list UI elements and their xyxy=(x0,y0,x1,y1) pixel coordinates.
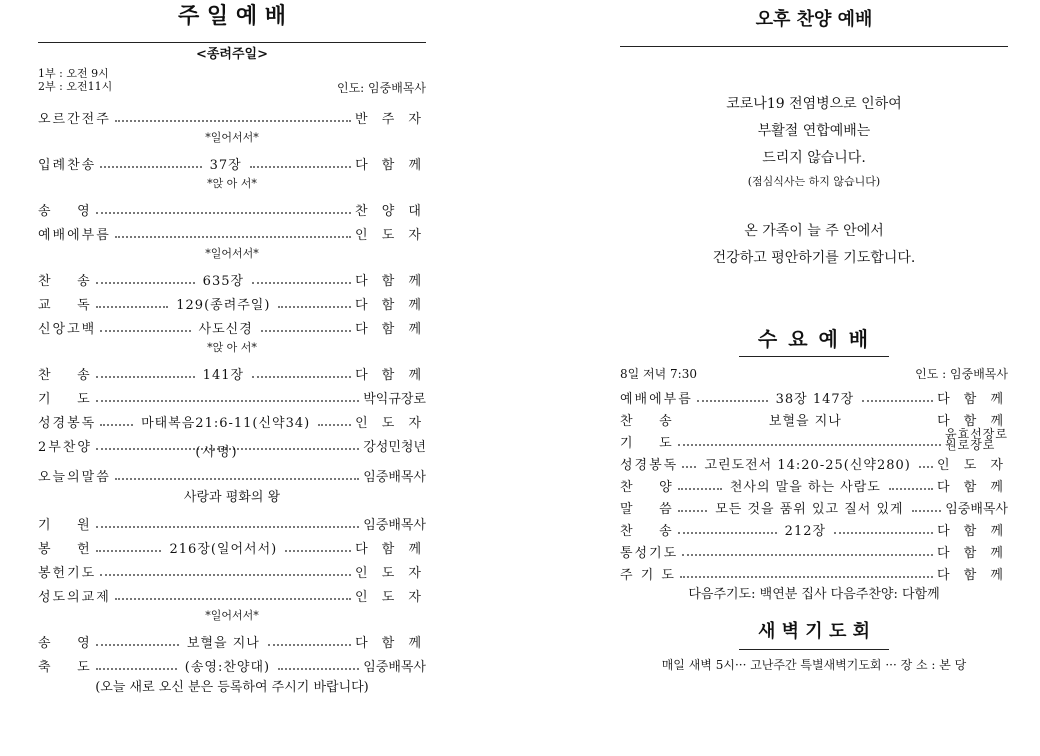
order-item-label: 찬 송 xyxy=(38,274,92,289)
announcement-line: 코로나19 전염병으로 인하여 xyxy=(726,96,902,112)
dot-leader xyxy=(318,424,351,426)
dot-leader xyxy=(96,644,179,646)
order-item-person: 임중배목사 xyxy=(945,502,1008,517)
dot-leader xyxy=(919,466,933,468)
wednesday-leader: 인도 : 임중배목사 xyxy=(915,367,1008,381)
order-item-person: 다 함 께 xyxy=(937,524,1009,539)
dot-leader xyxy=(278,668,359,670)
order-row xyxy=(38,509,426,533)
dot-leader xyxy=(96,306,169,308)
order-item-label: 예배에부름 xyxy=(620,392,693,407)
order-item-detail: 37장 xyxy=(209,158,242,173)
order-row xyxy=(620,407,1008,429)
order-row xyxy=(38,359,426,383)
dot-leader xyxy=(278,306,351,308)
order-row xyxy=(38,313,426,337)
order-item-person: 강성민청년 xyxy=(363,440,426,455)
order-item-label: 축 도 xyxy=(38,660,92,675)
dot-leader xyxy=(682,554,933,556)
order-item-detail: 보혈을 지나 xyxy=(186,636,260,651)
order-item-person: 다 함 께 xyxy=(355,636,427,651)
order-item-person: 다 함 께 xyxy=(355,298,426,313)
dot-leader xyxy=(682,466,696,468)
dot-leader xyxy=(889,488,933,490)
order-item-person-line: 원로장로 xyxy=(945,438,996,452)
dot-leader xyxy=(261,330,351,332)
order-row xyxy=(620,517,1008,539)
order-item-label: 봉헌기도 xyxy=(38,566,97,581)
order-row xyxy=(620,473,1008,495)
order-item-detail: 모든 것을 품위 있고 질서 있게 xyxy=(715,502,904,517)
sunday-service-section xyxy=(38,0,426,699)
dot-leader xyxy=(100,424,133,426)
order-row xyxy=(38,651,426,675)
order-item-label: 주 기 도 xyxy=(620,568,676,583)
order-row xyxy=(38,195,426,219)
dot-leader xyxy=(252,282,351,284)
order-item-label: 찬 송 xyxy=(620,524,674,539)
order-row xyxy=(38,149,426,173)
order-item-label: 기 원 xyxy=(38,518,92,533)
wednesday-info xyxy=(620,357,1008,385)
posture-note: *앉 아 서* xyxy=(207,177,257,190)
dot-leader xyxy=(250,166,351,168)
order-item-label: 기 도 xyxy=(620,436,674,451)
dot-leader xyxy=(100,330,190,332)
order-row xyxy=(38,407,426,431)
order-row xyxy=(38,265,426,289)
dot-leader xyxy=(100,574,351,576)
order-row xyxy=(38,627,426,651)
order-item-label: 통성기도 xyxy=(620,546,679,561)
dot-leader xyxy=(96,550,162,552)
order-item-detail: 천사의 말을 하는 사람도 xyxy=(729,480,881,495)
blessing-line: 온 가족이 늘 주 안에서 xyxy=(744,223,884,239)
order-item-label: 오르간전주 xyxy=(38,112,111,127)
dawn-prayer-title: 새 벽 기 도 회 xyxy=(739,619,889,650)
dot-leader xyxy=(115,478,359,480)
order-item-person: 인 도 자 xyxy=(937,458,1008,473)
announcement-line: 드리지 않습니다. xyxy=(762,150,866,166)
order-item-person: 다 함 께 xyxy=(937,546,1008,561)
order-row xyxy=(620,429,1008,451)
order-item-detail: 129(종려주일) xyxy=(176,298,271,313)
order-row xyxy=(38,461,426,485)
order-row xyxy=(620,451,1008,473)
order-item-person: 인 도 자 xyxy=(355,416,427,431)
sunday-leader: 인도: 임중배목사 xyxy=(336,81,426,95)
order-item-label: 찬 송 xyxy=(38,368,92,383)
order-item-person: 다 함 께 xyxy=(355,158,427,173)
posture-note: *일어서서* xyxy=(205,609,259,622)
order-item-person: 박익규장로 xyxy=(363,392,426,407)
order-item-label: 송 영 xyxy=(38,204,92,219)
order-item-person: 다 함 께 xyxy=(355,322,427,337)
order-row xyxy=(38,383,426,407)
blessing-line: 건강하고 평안하기를 기도합니다. xyxy=(712,250,916,266)
order-item-person: 다 함 께 xyxy=(355,274,427,289)
order-item-person: 다 함 께 xyxy=(355,542,427,557)
order-row xyxy=(620,561,1008,583)
dot-leader xyxy=(268,644,351,646)
order-item-detail: 마태복음21:6-11(신약34) xyxy=(141,416,311,431)
dot-leader xyxy=(96,376,195,378)
dot-leader xyxy=(96,526,360,528)
posture-note: *일어서서* xyxy=(205,247,259,260)
order-item-detail: 635장 xyxy=(202,274,245,289)
order-row xyxy=(38,581,426,605)
centered-text: 사랑과 평화의 왕 xyxy=(183,490,281,505)
order-item-person: 다 함 께 xyxy=(937,392,1009,407)
order-item-person: 다 함 께 xyxy=(937,568,1008,583)
centered-text: (오늘 새로 오신 분은 등록하여 주시기 바랍니다) xyxy=(95,680,369,695)
sunday-service-title: 주 일 예 배 xyxy=(38,0,426,43)
dot-leader xyxy=(252,376,351,378)
dawn-prayer-line: 매일 새벽 5시··· 고난주간 특별새벽기도회 ··· 장 소 : 본 당 xyxy=(661,658,967,672)
announcement-line: 부활절 연합예배는 xyxy=(757,123,871,139)
lunch-note: (점심식사는 하지 않습니다) xyxy=(747,175,881,188)
order-row xyxy=(38,557,426,581)
order-row xyxy=(620,385,1008,407)
order-item-label: 2부찬양 xyxy=(38,440,92,455)
order-item-label: 성경봉독 xyxy=(620,458,679,473)
dot-leader xyxy=(678,444,941,446)
wednesday-order xyxy=(620,385,1008,583)
order-item-label: 송 영 xyxy=(38,636,92,651)
right-column xyxy=(620,0,1008,673)
order-item-label: 성도의교제 xyxy=(38,590,111,605)
wednesday-service-title: 수 요 예 배 xyxy=(739,326,889,357)
dot-leader xyxy=(115,598,351,600)
posture-note: *일어서서* xyxy=(205,131,259,144)
order-item-person: 인 도 자 xyxy=(355,228,426,243)
next-week-note: 다음주기도: 백연분 집사 다음주찬양: 다함께 xyxy=(688,587,940,602)
order-row xyxy=(38,103,426,127)
sunday-subtitle: <종려주일> xyxy=(195,47,269,62)
order-item-person: 다 함 께 xyxy=(937,480,1008,495)
dot-leader xyxy=(697,400,768,402)
order-row xyxy=(620,495,1008,517)
dot-leader xyxy=(678,488,722,490)
order-item-detail: 보혈을 지나 xyxy=(768,414,842,429)
dot-leader xyxy=(115,120,351,122)
order-row xyxy=(620,539,1008,561)
order-item-label: 기 도 xyxy=(38,392,92,407)
dot-leader xyxy=(96,282,195,284)
order-item-detail: (송영:찬양대) xyxy=(184,660,271,675)
order-item-label: 성경봉독 xyxy=(38,416,97,431)
order-item-person: 반 주 자 xyxy=(355,112,426,127)
order-item-detail: 38장 147장 xyxy=(775,392,855,407)
order-item-label: 말 씀 xyxy=(620,502,674,517)
order-item-label: 예배에부름 xyxy=(38,228,111,243)
order-item-label: 교 독 xyxy=(38,298,92,313)
order-row xyxy=(38,219,426,243)
order-item-detail: 고린도전서 14:20-25(신약280) xyxy=(704,458,911,473)
order-item-label: 찬 송 xyxy=(620,414,674,429)
second-service-time: 2부 : 오전11시 xyxy=(38,80,113,93)
order-item-person xyxy=(945,429,1008,451)
order-of-worship xyxy=(38,103,426,699)
order-item-person: 임중배목사 xyxy=(363,470,426,485)
dot-leader xyxy=(912,510,942,512)
order-item-person: 임중배목사 xyxy=(363,660,426,675)
afternoon-praise-title: 오후 찬양 예배 xyxy=(620,0,1008,47)
dot-leader xyxy=(680,576,933,578)
dot-leader xyxy=(96,400,360,402)
order-item-person: 다 함 께 xyxy=(937,414,1009,429)
order-item-detail: 212장 xyxy=(784,524,827,539)
order-item-person: 찬 양 대 xyxy=(355,204,426,219)
order-row xyxy=(38,533,426,557)
wednesday-date: 8일 저녁 7:30 xyxy=(620,367,697,381)
order-row xyxy=(38,289,426,313)
service-times xyxy=(38,65,426,97)
order-item-person: 임중배목사 xyxy=(363,518,426,533)
dot-leader xyxy=(862,400,933,402)
order-item-label: 신앙고백 xyxy=(38,322,97,337)
dot-leader xyxy=(678,510,708,512)
order-item-label: 봉 헌 xyxy=(38,542,92,557)
order-item-detail: 141장 xyxy=(202,368,245,383)
order-item-detail: 216장(일어서서) xyxy=(169,542,278,557)
dot-leader xyxy=(834,532,933,534)
dot-leader xyxy=(96,212,351,214)
dot-leader xyxy=(678,532,777,534)
order-item-subtitle: (사명) xyxy=(195,445,239,460)
order-item-person: 인 도 자 xyxy=(355,590,426,605)
posture-note: *앉 아 서* xyxy=(207,341,257,354)
dot-leader xyxy=(96,668,177,670)
order-item-label: 찬 양 xyxy=(620,480,674,495)
order-item-person-line: 윤효선장로 xyxy=(945,427,1008,441)
order-item-detail: 사도신경 xyxy=(198,322,253,337)
dot-leader xyxy=(285,550,351,552)
order-item-person: 인 도 자 xyxy=(355,566,426,581)
dot-leader xyxy=(115,236,351,238)
order-item-label: 입례찬송 xyxy=(38,158,97,173)
first-service-time: 1부 : 오전 9시 xyxy=(38,67,109,80)
dot-leader xyxy=(100,166,201,168)
order-item-person: 다 함 께 xyxy=(355,368,427,383)
order-item-label: 오늘의말씀 xyxy=(38,470,111,485)
